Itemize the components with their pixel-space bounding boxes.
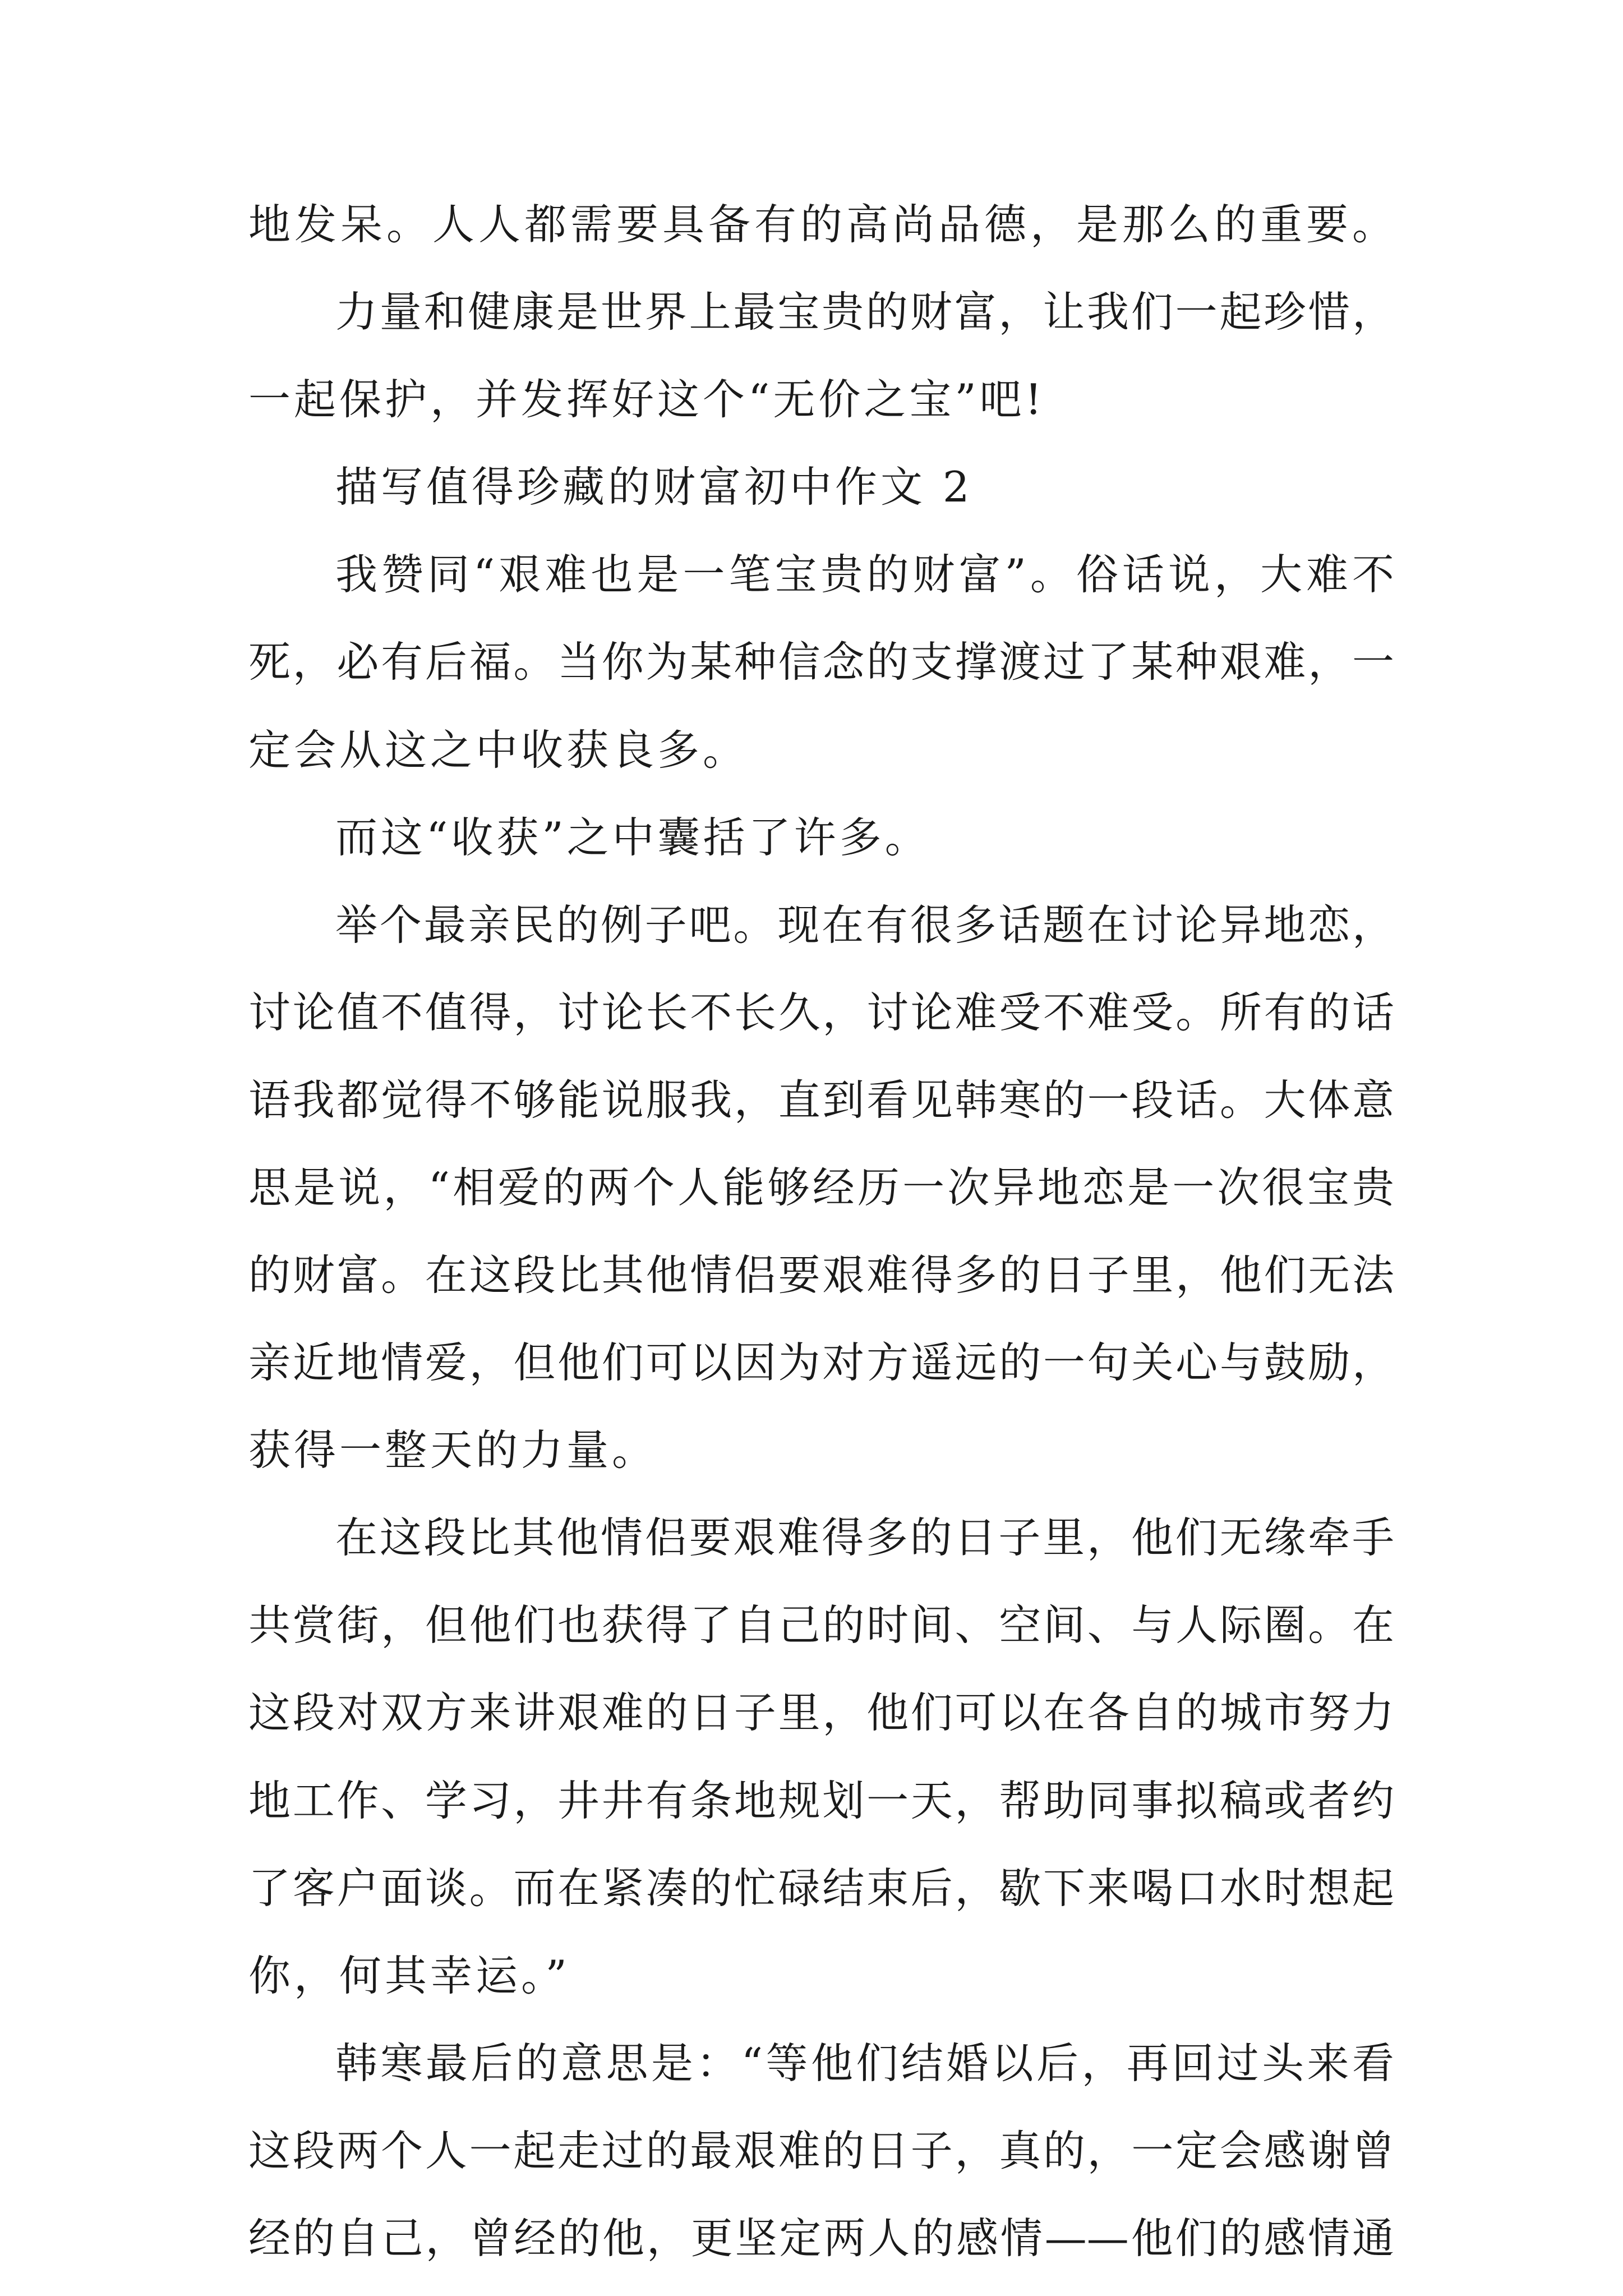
body-line: 共赏街，但他们也获得了自己的时间、空间、与人际圈。在: [248, 1600, 1394, 1650]
body-line: 经的自己，曾经的他，更坚定两人的感情——他们的感情通: [248, 2214, 1394, 2263]
body-line: 的财富。在这段比其他情侣要艰难得多的日子里，他们无法: [248, 1250, 1394, 1300]
section-heading: 描写值得珍藏的财富初中作文 2: [335, 462, 973, 512]
body-line: 这段两个人一起走过的最艰难的日子，真的，一定会感谢曾: [248, 2126, 1394, 2175]
paragraph-first-line: 韩寒最后的意思是：“等他们结婚以后，再回过头来看: [335, 2039, 1394, 2088]
body-line: 定会从这之中收获良多。: [248, 725, 749, 775]
paragraph-first-line: 在这段比其他情侣要艰难得多的日子里，他们无缘牵手: [335, 1513, 1394, 1562]
body-line: 一起保护，并发挥好这个“无价之宝”吧!: [248, 375, 1045, 424]
body-line: 语我都觉得不够能说服我，直到看见韩寒的一段话。大体意: [248, 1075, 1394, 1125]
paragraph-first-line: 而这“收获”之中囊括了许多。: [335, 813, 930, 862]
body-line: 地工作、学习，井井有条地规划一天，帮助同事拟稿或者约: [248, 1776, 1394, 1825]
body-line: 思是说，“相爱的两个人能够经历一次异地恋是一次很宝贵: [248, 1163, 1394, 1212]
body-line: 讨论值不值得，讨论长不长久，讨论难受不难受。所有的话: [248, 988, 1394, 1037]
body-line: 亲近地情爱，但他们可以因为对方遥远的一句关心与鼓励，: [248, 1338, 1394, 1387]
body-line: 地发呆。人人都需要具备有的高尚品德，是那么的重要。: [248, 200, 1394, 249]
body-line: 了客户面谈。而在紧凑的忙碌结束后，歇下来喝口水时想起: [248, 1864, 1394, 1913]
body-line: 死，必有后福。当你为某种信念的支撑渡过了某种艰难，一: [248, 637, 1394, 687]
body-line: 你，何其幸运。”: [248, 1951, 570, 2000]
paragraph-first-line: 我赞同“艰难也是一笔宝贵的财富”。俗话说，大难不: [335, 550, 1394, 599]
body-line: 这段对双方来讲艰难的日子里，他们可以在各自的城市努力: [248, 1688, 1394, 1737]
paragraph-first-line: 力量和健康是世界上最宝贵的财富，让我们一起珍惜，: [335, 287, 1394, 337]
body-line: 获得一整天的力量。: [248, 1425, 658, 1475]
paragraph-first-line: 举个最亲民的例子吧。现在有很多话题在讨论异地恋，: [335, 900, 1394, 950]
